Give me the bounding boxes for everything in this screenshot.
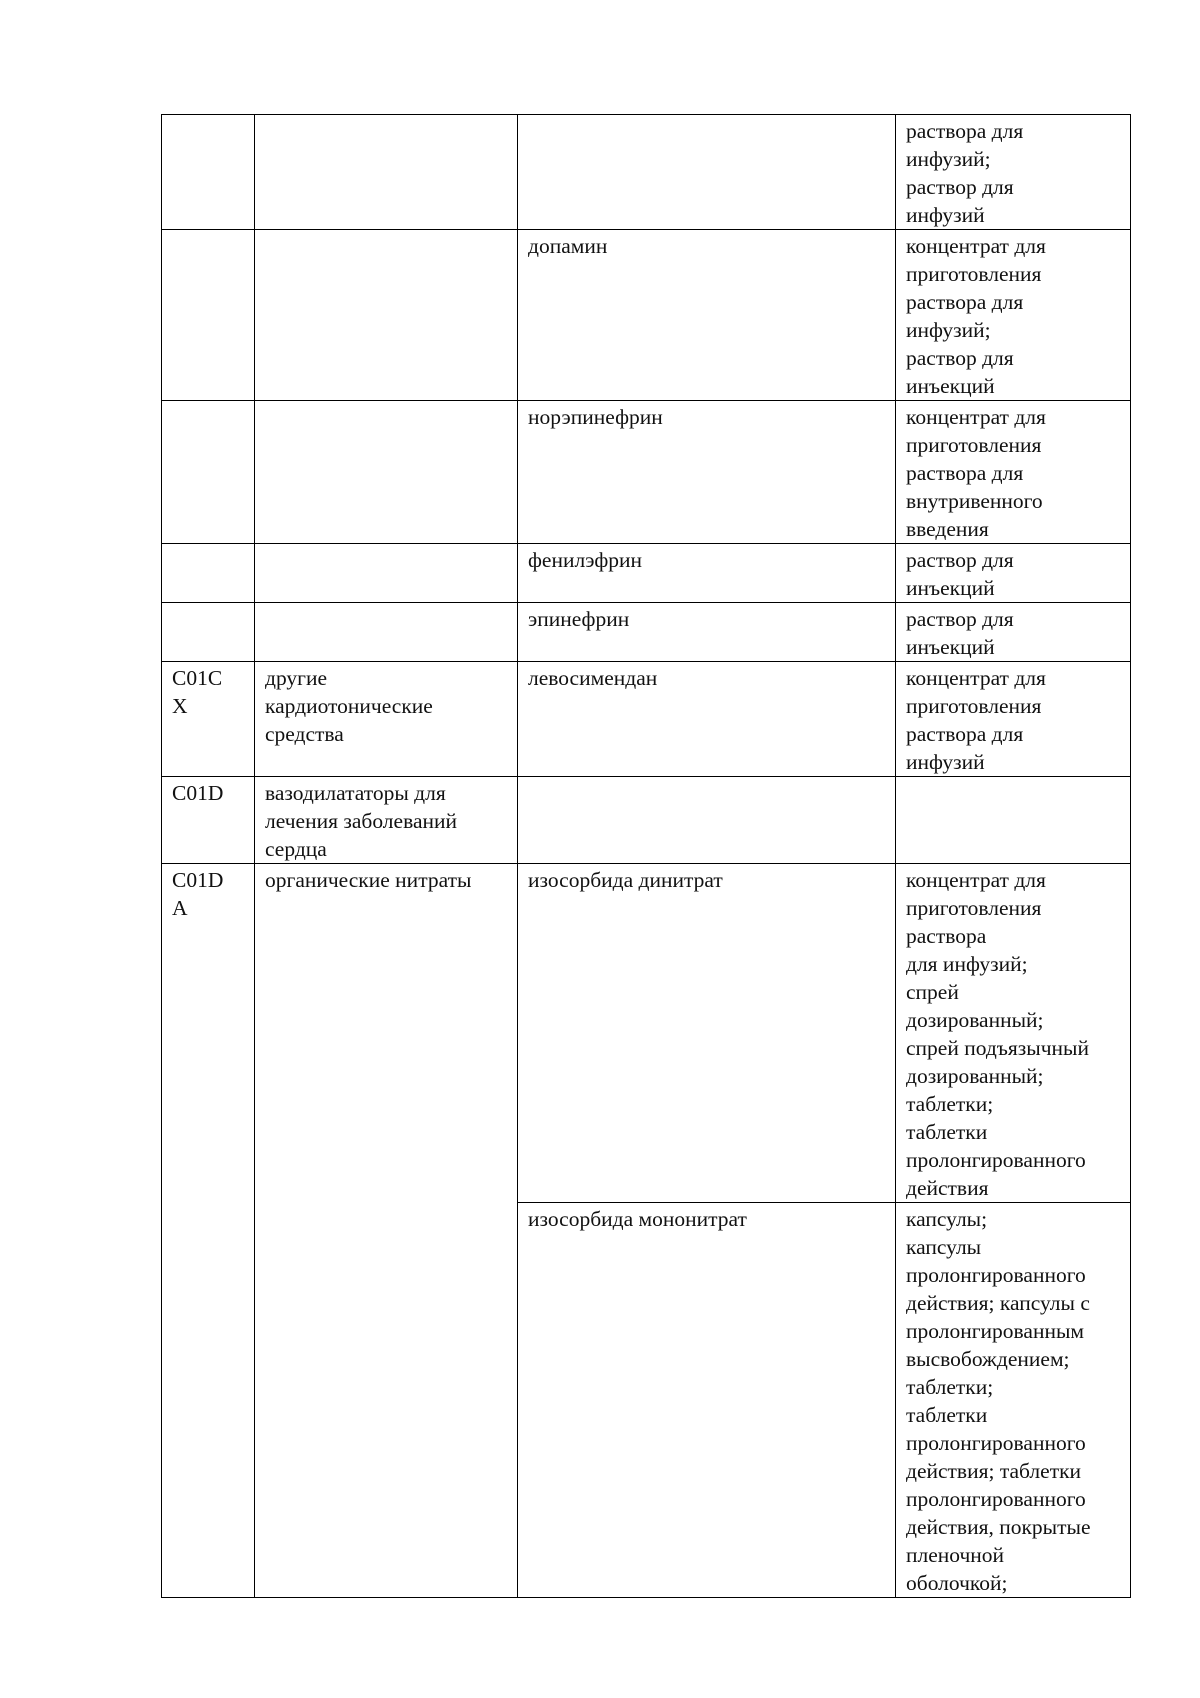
drug-name-cell [518, 777, 896, 864]
drug-name-cell: эпинефрин [518, 603, 896, 662]
dosage-form-cell: раствор для инъекций [896, 603, 1131, 662]
pharmacological-group-cell [255, 115, 518, 230]
drug-name-cell [518, 115, 896, 230]
atc-code-cell: C01D [162, 777, 255, 864]
dosage-form-cell [896, 777, 1131, 864]
pharmacological-group-cell [255, 230, 518, 401]
pharmacological-group-cell: другие кардиотонические средства [255, 662, 518, 777]
drug-name-cell: допамин [518, 230, 896, 401]
table-row [162, 115, 1131, 230]
pharmacological-group-cell [255, 544, 518, 603]
pharmacological-group-cell: вазодилататоры для лечения заболеваний сердца [255, 777, 518, 864]
drug-name-cell: фенилэфрин [518, 544, 896, 603]
dosage-form-cell: капсулы; капсулы пролонгированного действия; капсулы с пролонгированным высвобождением; таблетки; таблетки пролонгированного действия; таблетки пролонгированного действия, покрытые пленочной оболочкой; [896, 1203, 1131, 1598]
atc-code-cell [162, 230, 255, 401]
drug-list-table [161, 114, 1131, 1598]
table-row [162, 864, 1131, 1203]
table-row [162, 544, 1131, 603]
drug-name-cell: левосимендан [518, 662, 896, 777]
drug-name-cell: норэпинефрин [518, 401, 896, 544]
atc-code-cell: C01C X [162, 662, 255, 777]
pharmacological-group-cell [255, 401, 518, 544]
table-row [162, 603, 1131, 662]
dosage-form-cell: концентрат для приготовления раствора для инфузий; раствор для инъекций [896, 230, 1131, 401]
atc-code-cell [162, 603, 255, 662]
dosage-form-cell: концентрат для приготовления раствора для внутривенного введения [896, 401, 1131, 544]
pharmacological-group-cell [255, 603, 518, 662]
dosage-form-cell: раствор для инъекций [896, 544, 1131, 603]
dosage-form-cell: концентрат для приготовления раствора для инфузий; спрей дозированный; спрей подъязычный дозированный; таблетки; таблетки пролонгированного действия [896, 864, 1131, 1203]
pharmacological-group-cell: органические нитраты [255, 864, 518, 1598]
dosage-form-cell: концентрат для приготовления раствора для инфузий [896, 662, 1131, 777]
table-row [162, 401, 1131, 544]
table-row [162, 230, 1131, 401]
atc-code-cell [162, 544, 255, 603]
atc-code-cell [162, 115, 255, 230]
atc-code-cell [162, 401, 255, 544]
atc-code-cell: C01D A [162, 864, 255, 1598]
drug-name-cell: изосорбида мононитрат [518, 1203, 896, 1598]
table-row [162, 662, 1131, 777]
drug-name-cell: изосорбида динитрат [518, 864, 896, 1203]
table-row [162, 777, 1131, 864]
dosage-form-cell: раствора для инфузий; раствор для инфузий [896, 115, 1131, 230]
